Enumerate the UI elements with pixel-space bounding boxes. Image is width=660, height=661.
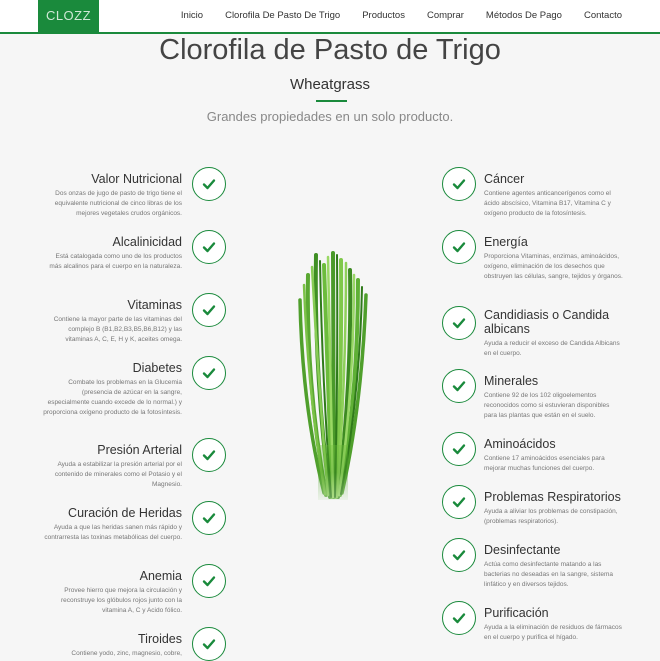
feature-curacion-de-heridas	[42, 506, 182, 543]
checkmark-icon	[442, 538, 476, 572]
feature-cancer	[484, 172, 624, 219]
title-divider	[316, 100, 347, 102]
feature-title: Purificación	[484, 606, 549, 620]
page-title: Clorofila de Pasto de Trigo	[159, 34, 501, 66]
nav-item-inicio[interactable]: Inicio	[180, 10, 204, 21]
nav-item-productos[interactable]: Productos	[362, 10, 405, 21]
feature-vitaminas	[42, 298, 182, 345]
feature-description: Proporciona Vitaminas, enzimas, aminoácidos, oxígeno, eliminación de los desechos que obstruyen las células, sangre, tejidos y órganos.	[484, 253, 623, 280]
feature-title: Diabetes	[132, 361, 182, 375]
feature-title: Tiroides	[138, 632, 182, 646]
feature-presion-arterial	[42, 443, 182, 490]
checkmark-icon	[442, 306, 476, 340]
feature-energia	[484, 235, 624, 282]
checkmark-icon	[192, 293, 226, 327]
feature-description: Ayuda a que las heridas sanen más rápido y contrarresta las toxinas metabólicas del cuerpo.	[44, 524, 182, 541]
feature-title: Presión Arterial	[97, 443, 182, 457]
checkmark-icon	[442, 601, 476, 635]
feature-description: Actúa como desinfectante matando a las bacterias no deseadas en la sangre, sistema linfático y en diversos tejidos.	[484, 561, 613, 588]
feature-description: Provee hierro que mejora la circulación y reconstruye los glóbulos rojos junto con la vitamina A, C y Acido fólico.	[60, 587, 182, 614]
feature-valor-nutricional	[42, 172, 182, 219]
feature-description: Contiene 92 de los 102 oligoelementos reconocidos como si estuvieran disponibles para las plantas que están en el suelo.	[484, 392, 610, 419]
feature-aminoacidos	[484, 437, 624, 474]
feature-description: Ayuda a reducir el exceso de Candida Albicans en el cuerpo.	[484, 340, 620, 357]
feature-description: Ayuda a estabilizar la presión arterial por el contenido de minerales como el Potasio y el Magnesio.	[54, 461, 182, 488]
checkmark-icon	[192, 230, 226, 264]
nav-item-metodos-de-pago[interactable]: Métodos De Pago	[485, 10, 562, 21]
wheatgrass-image	[288, 245, 378, 500]
checkmark-icon	[442, 167, 476, 201]
feature-anemia	[42, 569, 182, 616]
feature-description: Combate los problemas en la Glucemia (presencia de azúcar en la sangre, especialmente cuando excede de lo normal.) y proporciona oxígeno producto de la fotosíntesis.	[43, 379, 182, 416]
feature-alcalinicidad	[42, 235, 182, 272]
feature-title: Candidiasis o Candida albicans	[484, 308, 610, 336]
checkmark-icon	[442, 230, 476, 264]
feature-problemas-respiratorios	[484, 490, 624, 527]
checkmark-icon	[192, 501, 226, 535]
feature-minerales	[484, 374, 624, 421]
feature-desinfectante	[484, 543, 624, 590]
feature-title: Anemia	[139, 569, 182, 583]
feature-description: Dos onzas de jugo de pasto de trigo tiene el equivalente nutricional de cinco libras de los mejores vegetales crudos orgánicos.	[54, 190, 182, 217]
feature-title: Desinfectante	[484, 543, 561, 557]
top-navbar	[0, 0, 660, 34]
page-subtitle: Wheatgrass	[289, 76, 371, 93]
page-tagline: Grandes propiedades en un solo producto.	[206, 109, 454, 124]
feature-title: Minerales	[484, 374, 539, 388]
nav-item-clorofila[interactable]: Clorofila De Pasto De Trigo	[225, 10, 341, 21]
nav-item-comprar[interactable]: Comprar	[426, 10, 464, 21]
feature-title: Cáncer	[484, 172, 525, 186]
checkmark-icon	[192, 167, 226, 201]
checkmark-icon	[192, 438, 226, 472]
feature-purificacion	[484, 606, 624, 643]
feature-title: Energía	[484, 235, 528, 249]
checkmark-icon	[442, 485, 476, 519]
feature-description: Ayuda a la eliminación de residuos de fármacos en el cuerpo y purifica el hígado.	[484, 624, 622, 641]
feature-description: Contiene la mayor parte de las vitaminas del complejo B (B1,B2,B3,B5,B6,B12) y las vitaminas A, C, E, H y K, aceites omega.	[53, 316, 182, 343]
feature-title: Aminoácidos	[484, 437, 556, 451]
checkmark-icon	[192, 356, 226, 390]
feature-diabetes	[42, 361, 182, 418]
site-logo[interactable]: CLOZZ	[38, 0, 99, 32]
feature-candidiasis	[484, 308, 624, 359]
feature-tiroides	[42, 632, 182, 659]
checkmark-icon	[192, 627, 226, 661]
nav-item-contacto[interactable]: Contacto	[583, 10, 622, 21]
feature-description: Contiene yodo, zinc, magnesio, cobre,	[71, 650, 182, 657]
checkmark-icon	[192, 564, 226, 598]
checkmark-icon	[442, 369, 476, 403]
feature-title: Alcalinicidad	[112, 235, 182, 249]
feature-title: Valor Nutricional	[91, 172, 182, 186]
feature-description: Ayuda a aliviar los problemas de constipación, (problemas respiratorios).	[484, 508, 618, 525]
nav-menu	[170, 0, 622, 32]
feature-title: Problemas Respiratorios	[484, 490, 621, 504]
feature-description: Contiene 17 aminoácidos esenciales para mejorar muchas funciones del cuerpo.	[484, 455, 605, 472]
feature-description: Contiene agentes anticancerígenos como el ácido abscísico, Vitamina B17, Vitamina C y oxígeno producto de la fotosíntesis.	[484, 190, 611, 217]
feature-title: Vitaminas	[127, 298, 182, 312]
feature-title: Curación de Heridas	[68, 506, 182, 520]
feature-description: Está catalogada como uno de los productos más alcalinos para el cuerpo en la naturaleza.	[49, 253, 182, 270]
checkmark-icon	[442, 432, 476, 466]
